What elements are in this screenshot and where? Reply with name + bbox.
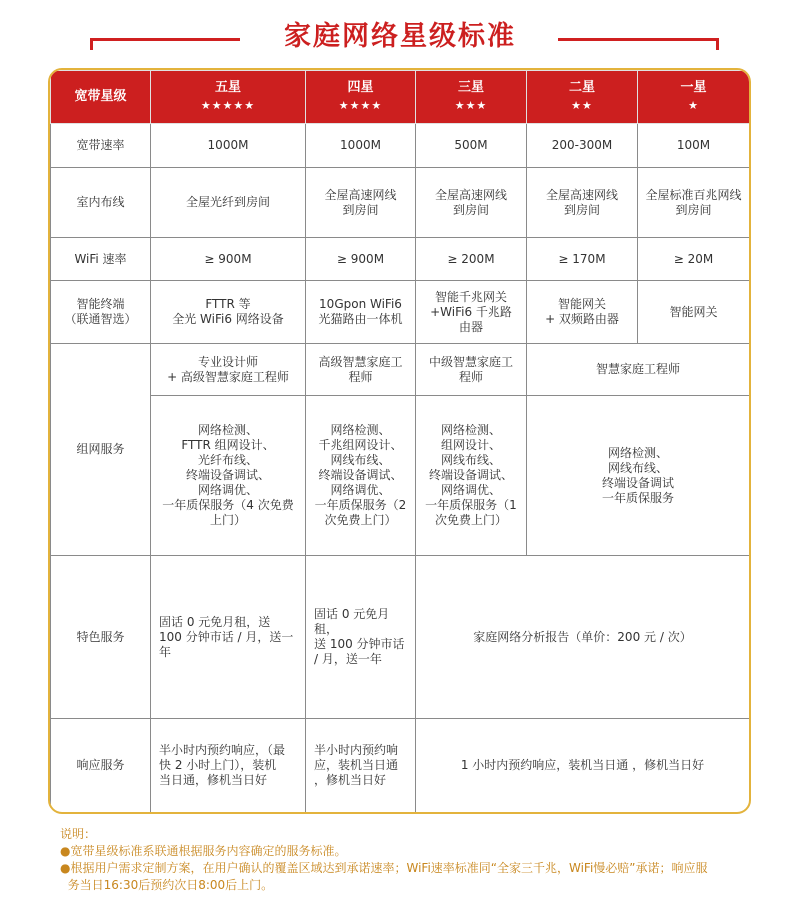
row-speed (51, 124, 750, 168)
level-name: 五星 (214, 80, 241, 95)
note-line: ●根据用户需求定制方案，在用户确认的覆盖区域达到承诺速率；WiFi速率标准同“全家三千兆，WiFi慢必赔”承诺；响应服 (60, 861, 708, 875)
row-label: 宽带速率 (51, 124, 151, 168)
title-decoration-right (558, 38, 716, 41)
cell: 100M (638, 124, 750, 168)
cell: 专业设计师 + 高级智慧家庭工程师 (151, 344, 306, 396)
cell: 高级智慧家庭工 程师 (306, 344, 416, 396)
standards-table-frame (48, 68, 751, 814)
star-rating: ★ (688, 99, 699, 112)
level-name: 一星 (680, 80, 707, 95)
cell: 网络检测、 组网设计、 网线布线、 终端设备调试、 网络调优、 一年质保服务（1 次免费上门） (416, 396, 527, 556)
level-name: 二星 (568, 80, 595, 95)
cell: 全屋高速网线 到房间 (527, 168, 638, 238)
level-name: 三星 (457, 80, 484, 95)
cell: 1 小时内预约响应，装机当日通 ，修机当日好 (416, 719, 750, 813)
star-rating: ★★★★ (338, 99, 383, 112)
cell: 智慧家庭工程师 (527, 344, 750, 396)
level-name: 四星 (347, 80, 374, 95)
header-level-3 (416, 71, 527, 124)
row-special (51, 556, 750, 719)
cell: ≥ 900M (151, 238, 306, 281)
note-line: ●宽带星级标准系联通根据服务内容确定的服务标准。 (60, 844, 347, 858)
title-decoration-right-tick (716, 38, 719, 50)
title-area (0, 0, 800, 64)
row-network-engineers (51, 344, 750, 396)
row-label: 组网服务 (51, 344, 151, 556)
cell: ≥ 170M (527, 238, 638, 281)
cell: 智能网关 (638, 281, 750, 344)
row-network-services (51, 396, 750, 556)
cell: 500M (416, 124, 527, 168)
star-rating: ★★★★★ (200, 99, 256, 112)
row-response (51, 719, 750, 813)
row-terminal (51, 281, 750, 344)
cell: ≥ 20M (638, 238, 750, 281)
notes-heading: 说明： (60, 827, 97, 841)
star-rating: ★★★ (454, 99, 488, 112)
cell: 中级智慧家庭工 程师 (416, 344, 527, 396)
cell: 全屋高速网线 到房间 (416, 168, 527, 238)
row-label: WiFi 速率 (51, 238, 151, 281)
row-label: 智能终端 （联通智选） (51, 281, 151, 344)
header-level-5 (151, 71, 306, 124)
cell: 半小时内预约响应，（最 快 2 小时上门），装机 当日通，修机当日好 (151, 719, 306, 813)
cell: 家庭网络分析报告（单价：200 元 / 次） (416, 556, 750, 719)
cell: 全屋标准百兆网线 到房间 (638, 168, 750, 238)
page-title: 家庭网络星级标准 (284, 21, 516, 52)
row-wiring (51, 168, 750, 238)
row-label: 室内布线 (51, 168, 151, 238)
cell: FTTR 等 全光 WiFi6 网络设备 (151, 281, 306, 344)
cell: 1000M (151, 124, 306, 168)
cell: 网络检测、 网线布线、 终端设备调试 一年质保服务 (527, 396, 750, 556)
row-wifi (51, 238, 750, 281)
cell: ≥ 200M (416, 238, 527, 281)
row-label: 特色服务 (51, 556, 151, 719)
header-level-4 (306, 71, 416, 124)
cell: 10Gpon WiFi6 光猫路由一体机 (306, 281, 416, 344)
cell: 全屋高速网线 到房间 (306, 168, 416, 238)
cell: 全屋光纤到房间 (151, 168, 306, 238)
note-line: 务当日16:30后预约次日8:00后上门。 (60, 878, 274, 892)
cell: 固话 0 元免月租，送 100 分钟市话 / 月，送一 年 (151, 556, 306, 719)
cell: 1000M (306, 124, 416, 168)
cell: 网络检测、 FTTR 组网设计、 光纤布线、 终端设备调试、 网络调优、 一年质保服务（4 次免费 上门） (151, 396, 306, 556)
header-level-1 (638, 71, 750, 124)
cell: 固话 0 元免月租， 送 100 分钟市话 / 月，送一年 (306, 556, 416, 719)
cell: 半小时内预约响 应，装机当日通 ，修机当日好 (306, 719, 416, 813)
standards-table (50, 70, 750, 813)
notes (60, 826, 780, 894)
header-label: 宽带星级 (51, 71, 151, 124)
cell: 网络检测、 千兆组网设计、 网线布线、 终端设备调试、 网络调优、 一年质保服务（2 次免费上门） (306, 396, 416, 556)
cell: 200-300M (527, 124, 638, 168)
row-label: 响应服务 (51, 719, 151, 813)
cell: 智能千兆网关 +WiFi6 千兆路 由器 (416, 281, 527, 344)
cell: ≥ 900M (306, 238, 416, 281)
star-rating: ★★ (571, 99, 593, 112)
cell: 智能网关 + 双频路由器 (527, 281, 638, 344)
header-level-2 (527, 71, 638, 124)
header-row (51, 71, 750, 124)
